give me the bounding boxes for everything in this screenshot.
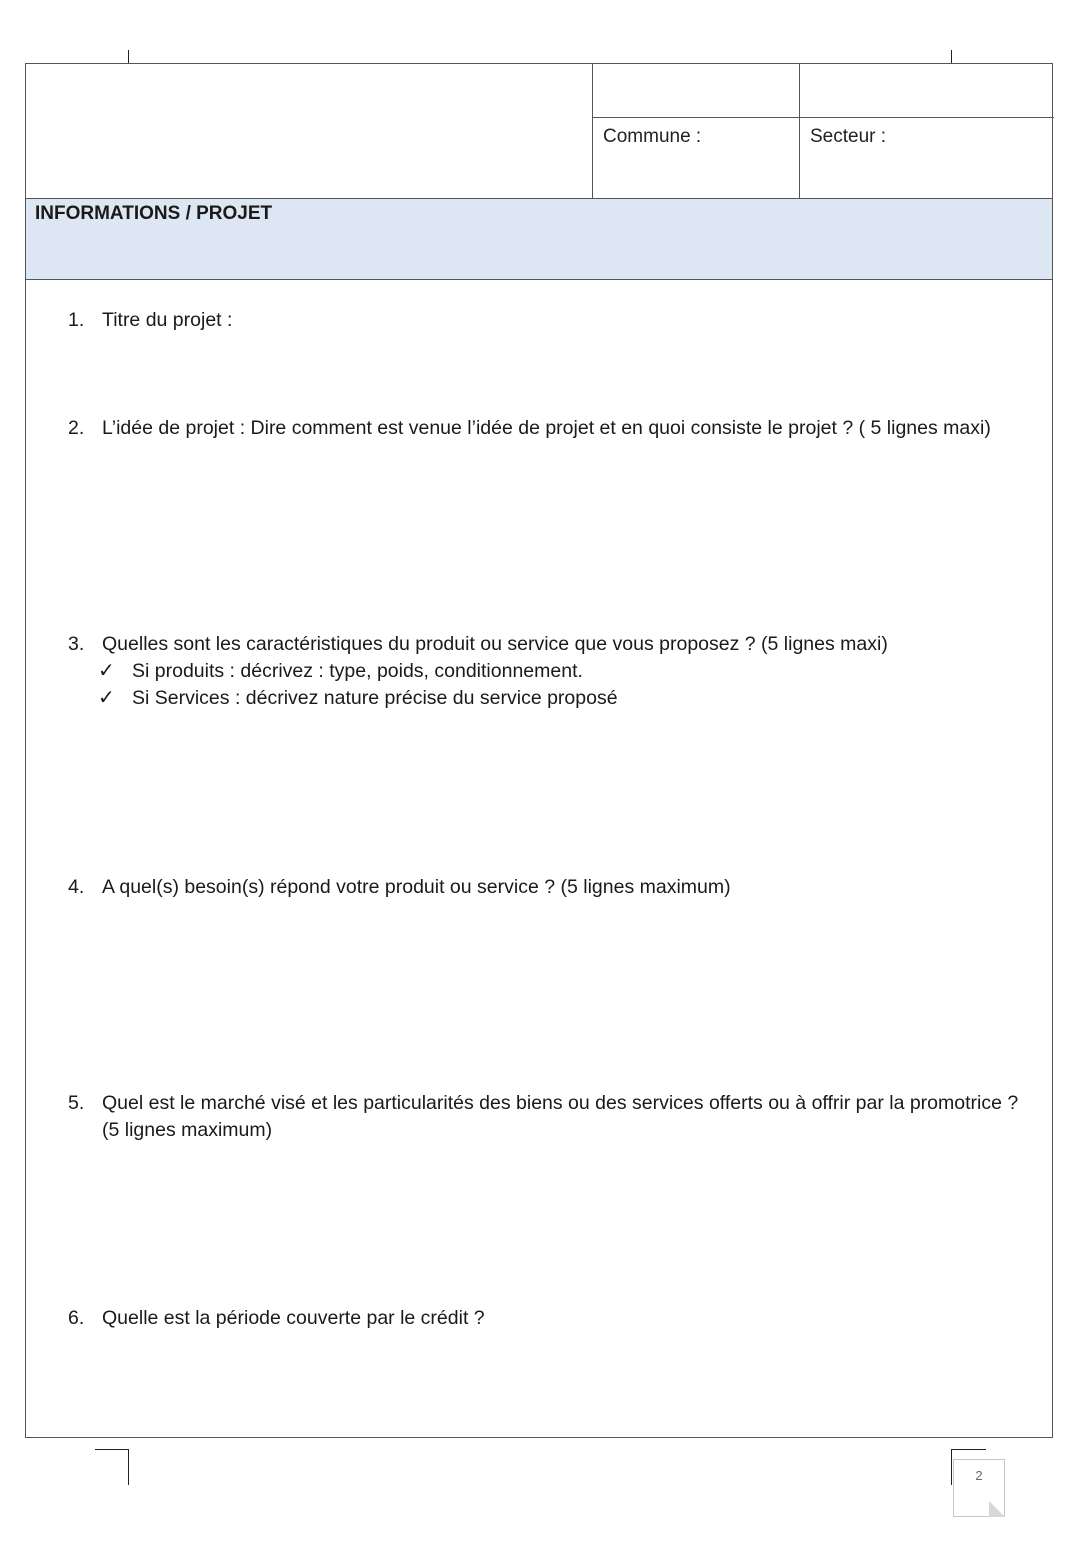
question-2	[68, 415, 1048, 442]
checkmark-icon: ✓	[98, 660, 115, 682]
page-number: 2	[975, 1468, 983, 1483]
page-fold-icon	[989, 1501, 1005, 1517]
secteur-label: Secteur :	[810, 126, 887, 147]
subitem-text: Si Services : décrivez nature précise du service proposé	[132, 687, 618, 709]
question-5	[68, 1090, 1078, 1144]
crop-mark-top-left	[95, 50, 129, 64]
header-row	[26, 64, 1052, 199]
subitem-text: Si produits : décrivez : type, poids, conditionnement.	[132, 660, 583, 682]
question-3-subitem-products	[98, 658, 1048, 685]
crop-mark-bottom-left	[95, 1449, 129, 1485]
question-6	[68, 1305, 1048, 1332]
question-text: Quel est le marché visé et les particularités des biens ou des services offerts ou à offrir par la promotrice ? (5 lignes maximum)	[102, 1092, 1078, 1141]
question-number: 3.	[68, 633, 85, 655]
question-text: Quelles sont les caractéristiques du produit ou service que vous proposez ? (5 lignes maxi)	[102, 633, 888, 655]
commune-label: Commune :	[603, 126, 702, 147]
crop-mark-top-right	[951, 50, 986, 64]
question-number: 2.	[68, 417, 85, 439]
question-text: Quelle est la période couverte par le crédit ?	[102, 1307, 485, 1329]
question-3	[68, 631, 1048, 712]
question-number: 5.	[68, 1092, 85, 1114]
section-header	[26, 199, 1052, 280]
question-3-subitem-services	[98, 685, 1048, 712]
checkmark-icon: ✓	[98, 687, 115, 709]
form-frame	[25, 63, 1078, 1438]
header-cell-blank-1[interactable]	[592, 64, 799, 118]
question-number: 1.	[68, 309, 85, 331]
question-1	[68, 307, 1048, 334]
question-text: Titre du projet :	[102, 309, 233, 331]
question-text: L’idée de projet : Dire comment est venue l’idée de projet et en quoi consiste le projet ? ( 5 lignes maxi)	[102, 417, 991, 439]
section-title: INFORMATIONS / PROJET	[35, 203, 273, 224]
question-text: A quel(s) besoin(s) répond votre produit ou service ? (5 lignes maximum)	[102, 876, 731, 898]
header-cell-blank-2[interactable]	[799, 64, 1054, 118]
secteur-cell[interactable]	[799, 118, 1054, 198]
commune-cell[interactable]	[592, 118, 799, 198]
page-number-badge	[953, 1459, 1005, 1517]
question-number: 6.	[68, 1307, 85, 1329]
question-number: 4.	[68, 876, 85, 898]
question-4	[68, 874, 1048, 901]
